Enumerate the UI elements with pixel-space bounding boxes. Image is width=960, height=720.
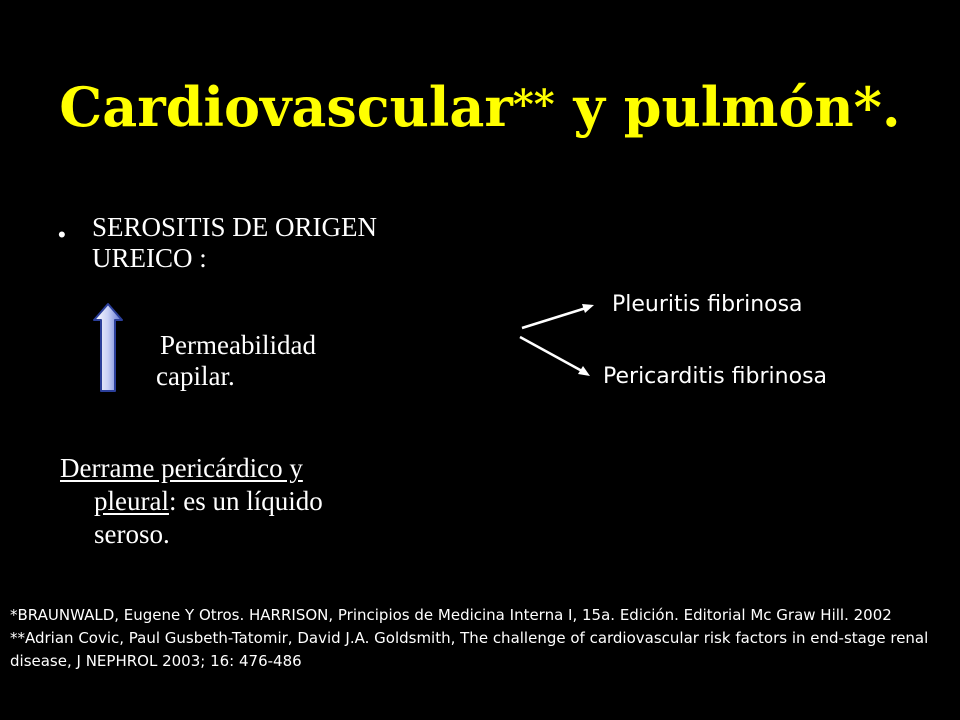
reference-2-marker: ** (10, 629, 25, 647)
permeability-text (156, 330, 316, 392)
effusion-rest-b: : es un líquido (168, 486, 323, 516)
branch-arrows-icon (510, 295, 600, 385)
references (10, 604, 930, 673)
effusion-underlined-b: pleural (94, 486, 169, 516)
bullet-marker: • (58, 222, 66, 247)
reference-1 (10, 604, 930, 627)
title-stars: ** (512, 81, 555, 128)
label-pleuritis: Pleuritis fibrinosa (612, 292, 803, 317)
slide-title (0, 70, 960, 142)
label-pericarditis: Pericarditis fibrinosa (603, 364, 828, 389)
bullet-line-1: SEROSITIS DE ORIGEN (92, 212, 378, 242)
permeability-line-1: Permeabilidad (160, 330, 316, 360)
reference-1-text: BRAUNWALD, Eugene Y Otros. HARRISON, Principios de Medicina Interna I, 15a. Edición. Editorial Mc Graw Hill. 2002 (17, 606, 892, 624)
bullet-line-2: UREICO : (92, 243, 207, 273)
title-rest: y pulmón*. (554, 75, 901, 139)
up-arrow-icon (92, 302, 124, 394)
effusion-line-3: seroso. (94, 519, 170, 549)
permeability-line-2: capilar. (156, 361, 235, 391)
reference-2-text: Adrian Covic, Paul Gusbeth-Tatomir, David J.A. Goldsmith, The challenge of cardiovascular risk factors in end-stage renal disease, J NEPHROL 2003; 16: 476-486 (10, 629, 929, 670)
effusion-line-2 (60, 485, 440, 518)
bullet-serositis (92, 212, 472, 274)
effusion-paragraph (60, 452, 440, 551)
reference-1-marker: * (10, 606, 18, 624)
reference-2 (10, 627, 930, 673)
title-main: Cardiovascular (59, 75, 513, 139)
effusion-underlined-a: Derrame pericárdico y (60, 453, 303, 483)
